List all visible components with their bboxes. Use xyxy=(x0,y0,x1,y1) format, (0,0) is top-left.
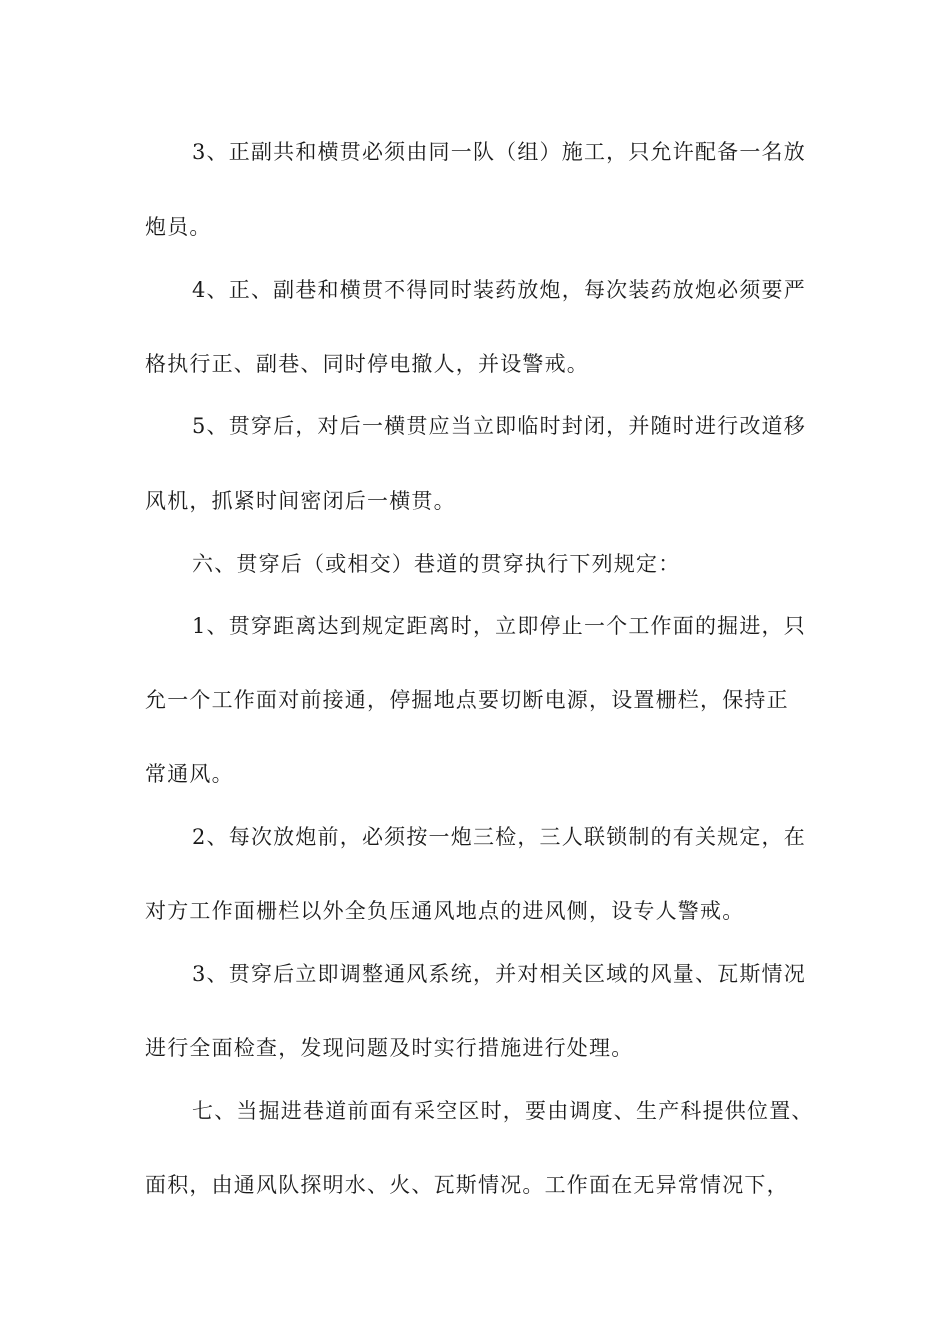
paragraph-line: 2、每次放炮前，必须按一炮三检，三人联锁制的有关规定，在 xyxy=(192,825,806,849)
paragraph-line: 风机，抓紧时间密闭后一横贯。 xyxy=(145,489,456,513)
paragraph-line: 炮员。 xyxy=(145,215,212,239)
paragraph-line: 1、贯穿距离达到规定距离时，立即停止一个工作面的掘进，只 xyxy=(192,614,806,638)
paragraph-line: 常通风。 xyxy=(145,762,234,786)
paragraph-line: 3、正副共和横贯必须由同一队（组）施工，只允许配备一名放 xyxy=(192,140,806,164)
paragraph-line: 进行全面检查，发现问题及时实行措施进行处理。 xyxy=(145,1036,634,1060)
paragraph-line: 允一个工作面对前接通，停掘地点要切断电源，设置栅栏，保持正 xyxy=(145,688,789,712)
paragraph-line: 面积，由通风队探明水、火、瓦斯情况。工作面在无异常情况下， xyxy=(145,1173,789,1197)
paragraph-line: 对方工作面栅栏以外全负压通风地点的进风侧，设专人警戒。 xyxy=(145,899,745,923)
paragraph-line: 5、贯穿后，对后一横贯应当立即临时封闭，并随时进行改道移 xyxy=(192,414,806,438)
section-heading: 六、贯穿后（或相交）巷道的贯穿执行下列规定： xyxy=(192,552,681,576)
paragraph-line: 3、贯穿后立即调整通风系统，并对相关区域的风量、瓦斯情况 xyxy=(192,962,806,986)
section-heading: 七、当掘进巷道前面有采空区时，要由调度、生产科提供位置、 xyxy=(192,1099,814,1123)
paragraph-line: 4、正、副巷和横贯不得同时装药放炮，每次装药放炮必须要严 xyxy=(192,278,806,302)
paragraph-line: 格执行正、副巷、同时停电撤人，并设警戒。 xyxy=(145,352,589,376)
